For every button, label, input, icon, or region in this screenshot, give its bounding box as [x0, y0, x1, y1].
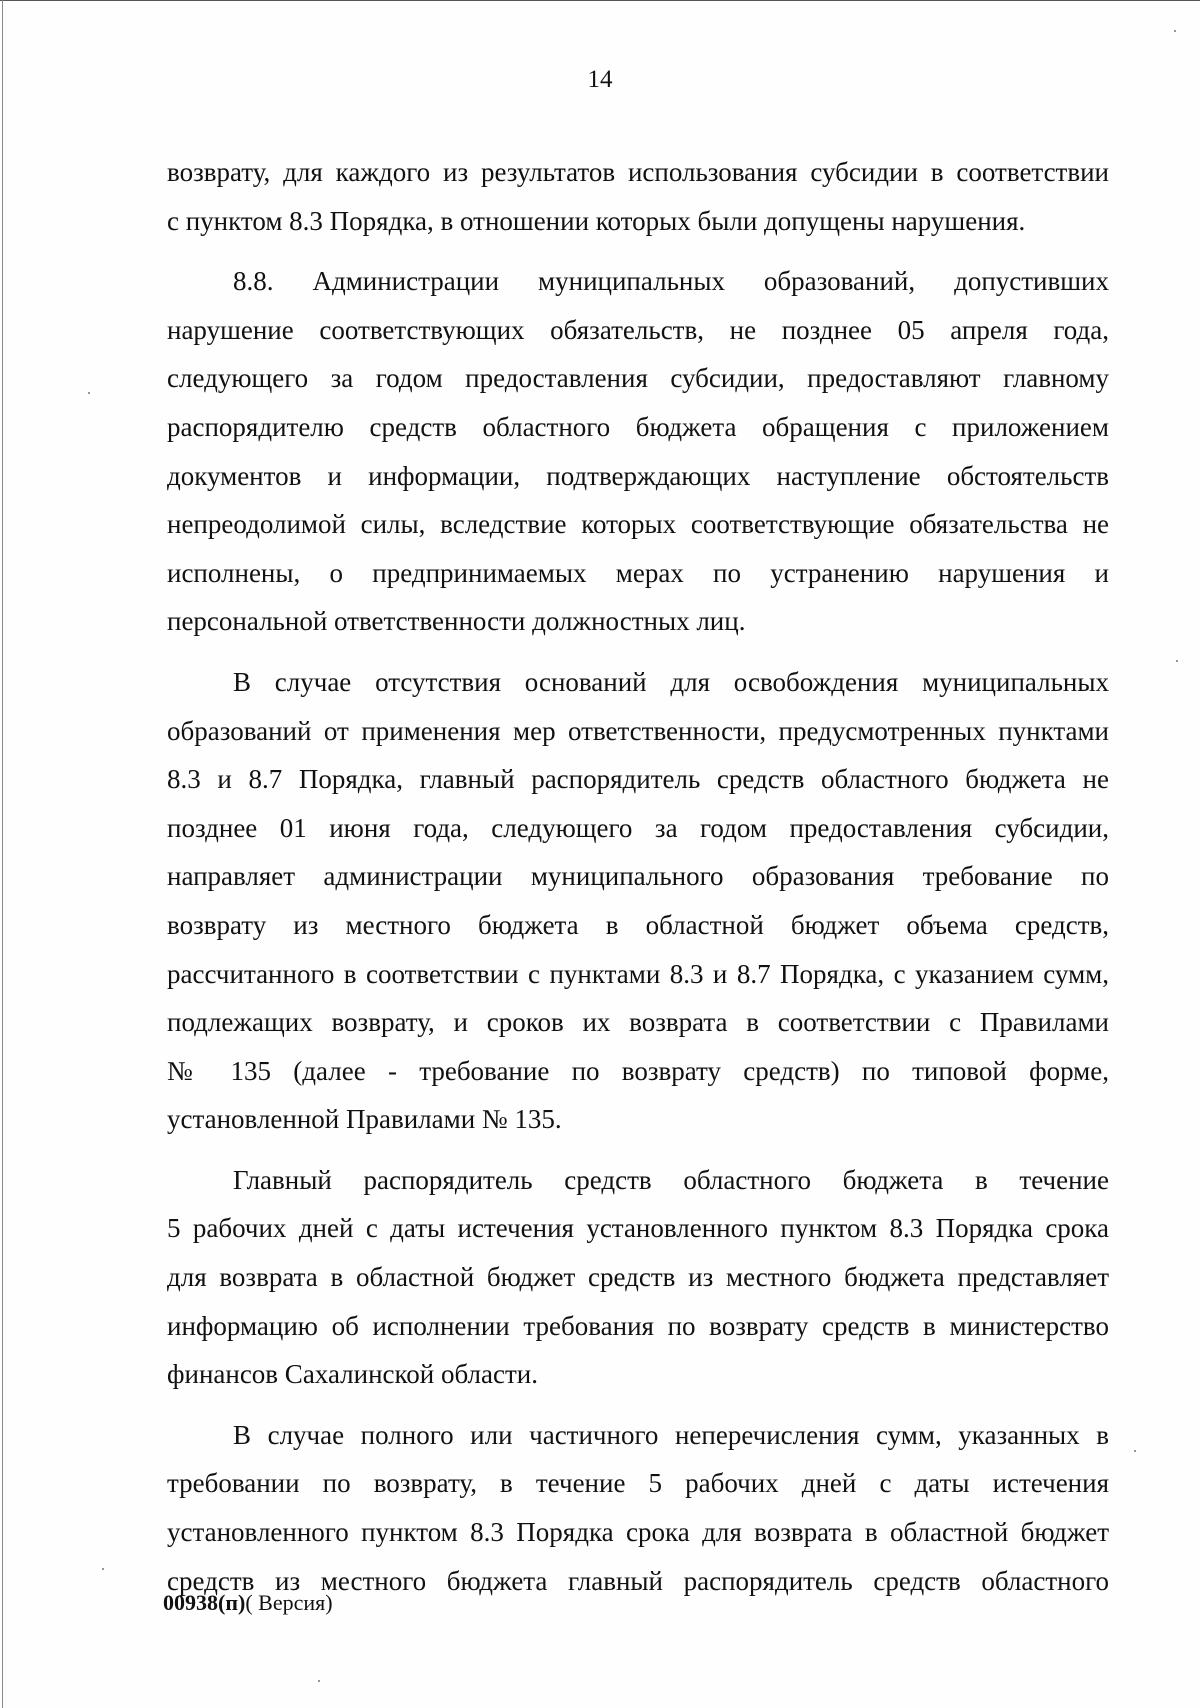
text-line: следующего за годом предоставления субсидии, предоставляют главному: [167, 363, 1109, 394]
text-line: финансов Сахалинской области.: [167, 1359, 538, 1390]
text-line: распорядителю средств областного бюджета обращения с приложением: [167, 411, 1109, 442]
scan-speck: [88, 392, 90, 394]
text-line: средств из местного бюджета главный распорядитель средств областного: [167, 1565, 1109, 1596]
text-line: требовании по возврату, в течение 5 рабочих дней с даты истечения: [167, 1468, 1109, 1499]
text-line: № 135 (далее - требование по возврату средств) по типовой форме,: [167, 1055, 1109, 1086]
document-code: 00938(п): [163, 1590, 246, 1615]
text-line: установленной Правилами № 135.: [167, 1104, 562, 1135]
text-line: 8.3 и 8.7 Порядка, главный распорядитель средств областного бюджета не: [167, 764, 1109, 795]
paragraph-gap: [167, 1399, 1109, 1411]
text-line: установленного пунктом 8.3 Порядка срока для возврата в областной бюджет: [167, 1517, 1109, 1548]
text-line: нарушение соответствующих обязательств, не позднее 05 апреля года,: [167, 314, 1109, 345]
text-line: Главный распорядитель средств областного бюджета в течение: [233, 1164, 1109, 1195]
text-line: В случае отсутствия оснований для освобождения муниципальных: [233, 666, 1109, 697]
text-line: 8.8. Администрации муниципальных образований, допустивших: [233, 266, 1109, 297]
text-line: позднее 01 июня года, следующего за годом предоставления субсидии,: [167, 812, 1109, 843]
text-line: для возврата в областной бюджет средств из местного бюджета представляет: [167, 1262, 1109, 1293]
page-number: 14: [587, 66, 613, 93]
text-line: возврату, для каждого из результатов использования субсидии в соответствии: [167, 157, 1109, 187]
text-line: В случае полного или частичного неперечисления сумм, указанных в: [233, 1419, 1109, 1450]
document-footer: [163, 1590, 333, 1616]
text-line: подлежащих возврату, и сроков их возврата в соответствии с Правилами: [167, 1007, 1109, 1038]
paragraph-gap: [167, 646, 1109, 658]
document-version: ( Версия): [245, 1590, 333, 1615]
text-line: направляет администрации муниципального образования требование по: [167, 861, 1109, 892]
scan-speck: [1176, 660, 1178, 662]
text-line: 5 рабочих дней с даты истечения установленного пунктом 8.3 Порядка срока: [167, 1213, 1109, 1244]
paragraph-gap: [167, 245, 1109, 257]
scan-left-edge: [2, 0, 3, 1708]
text-line: информацию об исполнении требования по возврату средств в министерство: [167, 1310, 1109, 1341]
text-line: документов и информации, подтверждающих наступление обстоятельств: [167, 460, 1109, 491]
text-line: рассчитанного в соответствии с пунктами 8.3 и 8.7 Порядка, с указанием сумм,: [167, 958, 1109, 989]
scan-speck: [1134, 1450, 1136, 1452]
scan-speck: [318, 1680, 320, 1682]
document-body: [167, 148, 1109, 1605]
text-line: с пунктом 8.3 Порядка, в отношении которых были допущены нарушения.: [167, 205, 1026, 236]
scan-speck: [1174, 30, 1176, 32]
text-line: исполнены, о предпринимаемых мерах по устранению нарушения и: [167, 557, 1109, 588]
text-line: персональной ответственности должностных лиц.: [167, 606, 746, 637]
text-line: непреодолимой силы, вследствие которых соответствующие обязательства не: [167, 509, 1109, 540]
text-line: образований от применения мер ответственности, предусмотренных пунктами: [167, 715, 1109, 746]
paragraph-gap: [167, 1144, 1109, 1156]
scan-speck: [102, 1568, 104, 1570]
scan-top-edge: [0, 0, 1200, 1]
text-line: возврату из местного бюджета в областной бюджет объема средств,: [167, 909, 1109, 940]
